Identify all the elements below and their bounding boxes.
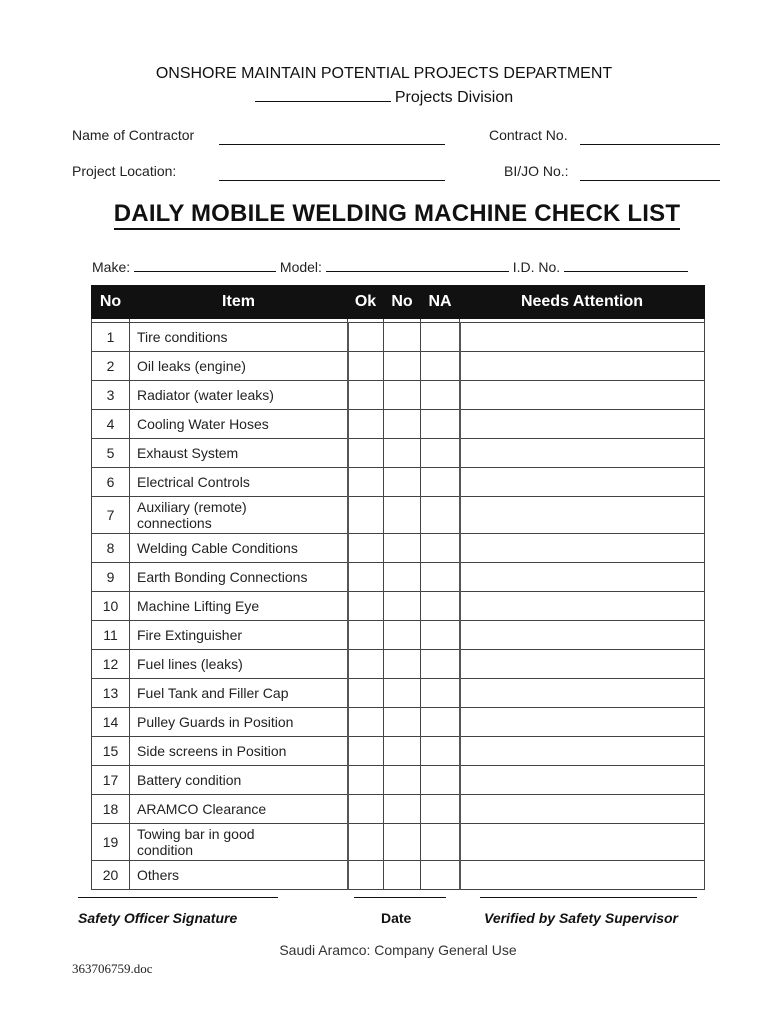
table-row	[92, 497, 705, 534]
table-row	[92, 468, 705, 497]
row-number: 4	[92, 410, 130, 439]
na-checkbox-cell[interactable]	[421, 323, 460, 352]
row-item: Fire Extinguisher	[130, 621, 348, 650]
ok-checkbox-cell[interactable]	[348, 497, 384, 534]
table-row	[92, 824, 705, 861]
row-number: 12	[92, 650, 130, 679]
row-number: 3	[92, 381, 130, 410]
safety-officer-label: Safety Officer Signature	[78, 910, 238, 926]
contractor-field[interactable]	[219, 144, 445, 145]
table-row	[92, 592, 705, 621]
table-row	[92, 766, 705, 795]
table-row	[92, 795, 705, 824]
no-checkbox-cell[interactable]	[384, 679, 421, 708]
supervisor-label: Verified by Safety Supervisor	[484, 910, 678, 926]
na-checkbox-cell[interactable]	[421, 766, 460, 795]
no-checkbox-cell[interactable]	[384, 795, 421, 824]
model-field[interactable]	[326, 259, 509, 272]
no-checkbox-cell[interactable]	[384, 766, 421, 795]
row-number: 18	[92, 795, 130, 824]
na-checkbox-cell[interactable]	[421, 439, 460, 468]
row-item: Welding Cable Conditions	[130, 534, 348, 563]
na-checkbox-cell[interactable]	[421, 795, 460, 824]
no-checkbox-cell[interactable]	[384, 861, 421, 890]
na-checkbox-cell[interactable]	[421, 468, 460, 497]
row-number: 11	[92, 621, 130, 650]
needs-attention-cell[interactable]	[460, 679, 705, 708]
na-checkbox-cell[interactable]	[421, 621, 460, 650]
na-checkbox-cell[interactable]	[421, 352, 460, 381]
make-model-line	[92, 259, 688, 275]
ok-checkbox-cell[interactable]	[348, 534, 384, 563]
no-checkbox-cell[interactable]	[384, 323, 421, 352]
row-number: 19	[92, 824, 130, 861]
id-label: I.D. No.	[512, 259, 561, 275]
ok-checkbox-cell[interactable]	[348, 563, 384, 592]
row-item: Fuel Tank and Filler Cap	[130, 679, 348, 708]
supervisor-signature-line[interactable]	[480, 897, 697, 898]
row-item: Auxiliary (remote) connections	[130, 497, 348, 534]
ok-checkbox-cell[interactable]	[348, 468, 384, 497]
row-number: 13	[92, 679, 130, 708]
needs-attention-cell[interactable]	[460, 708, 705, 737]
ok-checkbox-cell[interactable]	[348, 621, 384, 650]
no-checkbox-cell[interactable]	[384, 352, 421, 381]
needs-attention-cell[interactable]	[460, 563, 705, 592]
ok-checkbox-cell[interactable]	[348, 795, 384, 824]
no-checkbox-cell[interactable]	[384, 592, 421, 621]
table-row	[92, 381, 705, 410]
needs-attention-cell[interactable]	[460, 534, 705, 563]
row-number: 14	[92, 708, 130, 737]
needs-attention-cell[interactable]	[460, 381, 705, 410]
make-label: Make:	[92, 259, 131, 275]
table-row	[92, 708, 705, 737]
page-title-text: DAILY MOBILE WELDING MACHINE CHECK LIST	[114, 200, 680, 230]
na-checkbox-cell[interactable]	[421, 381, 460, 410]
table-row	[92, 563, 705, 592]
no-checkbox-cell[interactable]	[384, 650, 421, 679]
na-checkbox-cell[interactable]	[421, 563, 460, 592]
needs-attention-cell[interactable]	[460, 352, 705, 381]
ok-checkbox-cell[interactable]	[348, 410, 384, 439]
ok-checkbox-cell[interactable]	[348, 592, 384, 621]
contractor-label: Name of Contractor	[72, 127, 195, 143]
na-checkbox-cell[interactable]	[421, 861, 460, 890]
table-row	[92, 534, 705, 563]
row-item: Radiator (water leaks)	[130, 381, 348, 410]
id-field[interactable]	[564, 259, 688, 272]
ok-checkbox-cell[interactable]	[348, 679, 384, 708]
needs-attention-cell[interactable]	[460, 323, 705, 352]
location-field[interactable]	[219, 180, 445, 181]
col-header-no-check: No	[384, 286, 421, 319]
ok-checkbox-cell[interactable]	[348, 439, 384, 468]
needs-attention-cell[interactable]	[460, 861, 705, 890]
row-number: 10	[92, 592, 130, 621]
make-field[interactable]	[134, 259, 276, 272]
row-number: 8	[92, 534, 130, 563]
division-label: Projects Division	[394, 89, 514, 106]
row-number: 15	[92, 737, 130, 766]
na-checkbox-cell[interactable]	[421, 534, 460, 563]
needs-attention-cell[interactable]	[460, 824, 705, 861]
row-number: 5	[92, 439, 130, 468]
row-item: Electrical Controls	[130, 468, 348, 497]
na-checkbox-cell[interactable]	[421, 679, 460, 708]
division-blank[interactable]	[255, 87, 391, 102]
needs-attention-cell[interactable]	[460, 737, 705, 766]
date-label: Date	[381, 910, 412, 926]
needs-attention-cell[interactable]	[460, 468, 705, 497]
row-item: Exhaust System	[130, 439, 348, 468]
ok-checkbox-cell[interactable]	[348, 352, 384, 381]
row-item: Cooling Water Hoses	[130, 410, 348, 439]
col-header-ok: Ok	[348, 286, 384, 319]
table-row	[92, 737, 705, 766]
ok-checkbox-cell[interactable]	[348, 861, 384, 890]
col-header-no: No	[92, 286, 130, 319]
no-checkbox-cell[interactable]	[384, 381, 421, 410]
row-item: Others	[130, 861, 348, 890]
row-item: Pulley Guards in Position	[130, 708, 348, 737]
no-checkbox-cell[interactable]	[384, 439, 421, 468]
contract-no-label: Contract No.	[489, 127, 568, 143]
table-row	[92, 439, 705, 468]
ok-checkbox-cell[interactable]	[348, 708, 384, 737]
na-checkbox-cell[interactable]	[421, 650, 460, 679]
ok-checkbox-cell[interactable]	[348, 766, 384, 795]
no-checkbox-cell[interactable]	[384, 468, 421, 497]
no-checkbox-cell[interactable]	[384, 410, 421, 439]
table-row	[92, 410, 705, 439]
na-checkbox-cell[interactable]	[421, 708, 460, 737]
needs-attention-cell[interactable]	[460, 650, 705, 679]
row-item: Oil leaks (engine)	[130, 352, 348, 381]
row-item: Earth Bonding Connections	[130, 563, 348, 592]
na-checkbox-cell[interactable]	[421, 824, 460, 861]
needs-attention-cell[interactable]	[460, 410, 705, 439]
table-header-row	[92, 286, 705, 319]
ok-checkbox-cell[interactable]	[348, 381, 384, 410]
classification-footer: Saudi Aramco: Company General Use	[279, 942, 517, 958]
bijo-label: BI/JO No.:	[504, 163, 569, 179]
no-checkbox-cell[interactable]	[384, 621, 421, 650]
table-row	[92, 621, 705, 650]
needs-attention-cell[interactable]	[460, 439, 705, 468]
no-checkbox-cell[interactable]	[384, 824, 421, 861]
row-number: 20	[92, 861, 130, 890]
row-number: 9	[92, 563, 130, 592]
row-number: 7	[92, 497, 130, 534]
document-id: 363706759.doc	[72, 961, 153, 976]
table-row	[92, 861, 705, 890]
row-number: 17	[92, 766, 130, 795]
row-item: Machine Lifting Eye	[130, 592, 348, 621]
model-label: Model:	[279, 259, 322, 275]
row-item: Tire conditions	[130, 323, 348, 352]
division-heading	[0, 87, 768, 107]
needs-attention-cell[interactable]	[460, 497, 705, 534]
row-item: Fuel lines (leaks)	[130, 650, 348, 679]
col-header-item: Item	[130, 286, 348, 319]
needs-attention-cell[interactable]	[460, 621, 705, 650]
contract-no-field[interactable]	[580, 144, 720, 145]
na-checkbox-cell[interactable]	[421, 410, 460, 439]
date-line[interactable]	[354, 897, 446, 898]
needs-attention-cell[interactable]	[460, 592, 705, 621]
row-item: Side screens in Position	[130, 737, 348, 766]
ok-checkbox-cell[interactable]	[348, 737, 384, 766]
department-heading: ONSHORE MAINTAIN POTENTIAL PROJECTS DEPARTMENT	[155, 65, 613, 82]
na-checkbox-cell[interactable]	[421, 497, 460, 534]
table-row	[92, 679, 705, 708]
needs-attention-cell[interactable]	[460, 766, 705, 795]
col-header-na: NA	[421, 286, 460, 319]
row-number: 2	[92, 352, 130, 381]
table-row	[92, 650, 705, 679]
row-number: 6	[92, 468, 130, 497]
row-item: Battery condition	[130, 766, 348, 795]
row-item: ARAMCO Clearance	[130, 795, 348, 824]
ok-checkbox-cell[interactable]	[348, 824, 384, 861]
no-checkbox-cell[interactable]	[384, 534, 421, 563]
col-header-needs-attention: Needs Attention	[460, 286, 705, 319]
needs-attention-cell[interactable]	[460, 795, 705, 824]
checklist-table	[91, 285, 705, 890]
safety-officer-signature-line[interactable]	[78, 897, 278, 898]
page-title	[0, 200, 768, 228]
no-checkbox-cell[interactable]	[384, 708, 421, 737]
na-checkbox-cell[interactable]	[421, 737, 460, 766]
na-checkbox-cell[interactable]	[421, 592, 460, 621]
bijo-field[interactable]	[580, 180, 720, 181]
no-checkbox-cell[interactable]	[384, 497, 421, 534]
row-number: 1	[92, 323, 130, 352]
row-item: Towing bar in good condition	[130, 824, 348, 861]
table-row	[92, 323, 705, 352]
ok-checkbox-cell[interactable]	[348, 323, 384, 352]
no-checkbox-cell[interactable]	[384, 737, 421, 766]
location-label: Project Location:	[72, 163, 177, 179]
table-row	[92, 352, 705, 381]
ok-checkbox-cell[interactable]	[348, 650, 384, 679]
no-checkbox-cell[interactable]	[384, 563, 421, 592]
